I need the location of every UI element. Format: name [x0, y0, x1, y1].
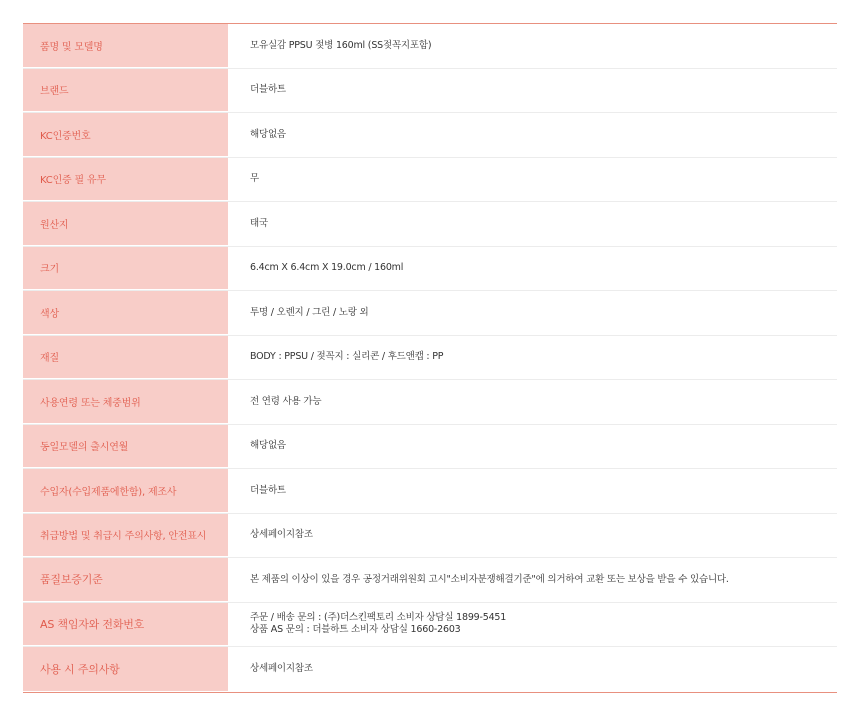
row-label: KC인증 필 유무 [23, 158, 228, 202]
row-label: 색상 [23, 291, 228, 335]
row-label: 품명 및 모델명 [23, 24, 228, 68]
table-row [23, 647, 837, 692]
row-label: 재질 [23, 336, 228, 380]
row-value-line: 해당없음 [250, 128, 286, 140]
row-label: 수입자(수입제품에한함), 제조사 [23, 469, 228, 513]
row-value [228, 113, 837, 157]
table-row [23, 469, 837, 514]
table-row [23, 603, 837, 648]
row-label: 브랜드 [23, 69, 228, 113]
row-value [228, 336, 837, 380]
table-row [23, 380, 837, 425]
row-value [228, 647, 837, 692]
table-row [23, 158, 837, 203]
row-value [228, 202, 837, 246]
table-row [23, 113, 837, 158]
row-value [228, 24, 837, 68]
row-value-line: 모유실감 PPSU 젖병 160ml (SS젖꼭지포함) [250, 39, 432, 51]
table-row [23, 336, 837, 381]
row-value [228, 380, 837, 424]
row-value-line: 6.4cm X 6.4cm X 19.0cm / 160ml [250, 262, 404, 274]
row-value-line: 무 [250, 173, 259, 185]
row-value-line: 더블하트 [250, 84, 286, 96]
row-value-line: 해당없음 [250, 440, 286, 452]
table-row [23, 247, 837, 292]
row-value-line: BODY : PPSU / 젖꼭지 : 실리콘 / 후드앤캡 : PP [250, 351, 444, 363]
row-value [228, 247, 837, 291]
row-label: 취급방법 및 취급시 주의사항, 안전표시 [23, 514, 228, 558]
row-label: KC인증번호 [23, 113, 228, 157]
table-row [23, 514, 837, 559]
row-label: 사용 시 주의사항 [23, 647, 228, 692]
table-row [23, 69, 837, 114]
row-value-line: 투명 / 오렌지 / 그린 / 노랑 외 [250, 306, 369, 318]
row-value [228, 291, 837, 335]
row-value-line: 더블하트 [250, 484, 286, 496]
product-info-table [23, 23, 837, 693]
table-row [23, 425, 837, 470]
row-value [228, 514, 837, 558]
row-value [228, 558, 837, 602]
row-value-line: 상세페이지참조 [250, 529, 313, 541]
row-value [228, 158, 837, 202]
row-value [228, 69, 837, 113]
row-label: 동일모델의 출시연월 [23, 425, 228, 469]
table-row [23, 291, 837, 336]
row-value-line: 본 제품의 이상이 있을 경우 공정거래위원회 고시"소비자분쟁해결기준"에 의거하여 교환 또는 보상을 받을 수 있습니다. [250, 573, 729, 585]
row-label: 사용연령 또는 체중범위 [23, 380, 228, 424]
table-row [23, 24, 837, 69]
row-label: 원산지 [23, 202, 228, 246]
row-value-line: 상세페이지참조 [250, 663, 313, 675]
row-value-line: 태국 [250, 217, 268, 229]
row-label: 크기 [23, 247, 228, 291]
table-row [23, 558, 837, 603]
row-value [228, 469, 837, 513]
row-value-line: 전 연령 사용 가능 [250, 395, 322, 407]
row-label: 품질보증기준 [23, 558, 228, 602]
row-value-line: 상품 AS 문의 : 더블하트 소비자 상담실 1660-2603 [250, 624, 461, 636]
row-value [228, 425, 837, 469]
row-value [228, 603, 837, 647]
row-label: AS 책임자와 전화번호 [23, 603, 228, 647]
row-value-line: 주문 / 배송 문의 : (주)더스킨팩토리 소비자 상담실 1899-5451 [250, 612, 507, 624]
table-row [23, 202, 837, 247]
